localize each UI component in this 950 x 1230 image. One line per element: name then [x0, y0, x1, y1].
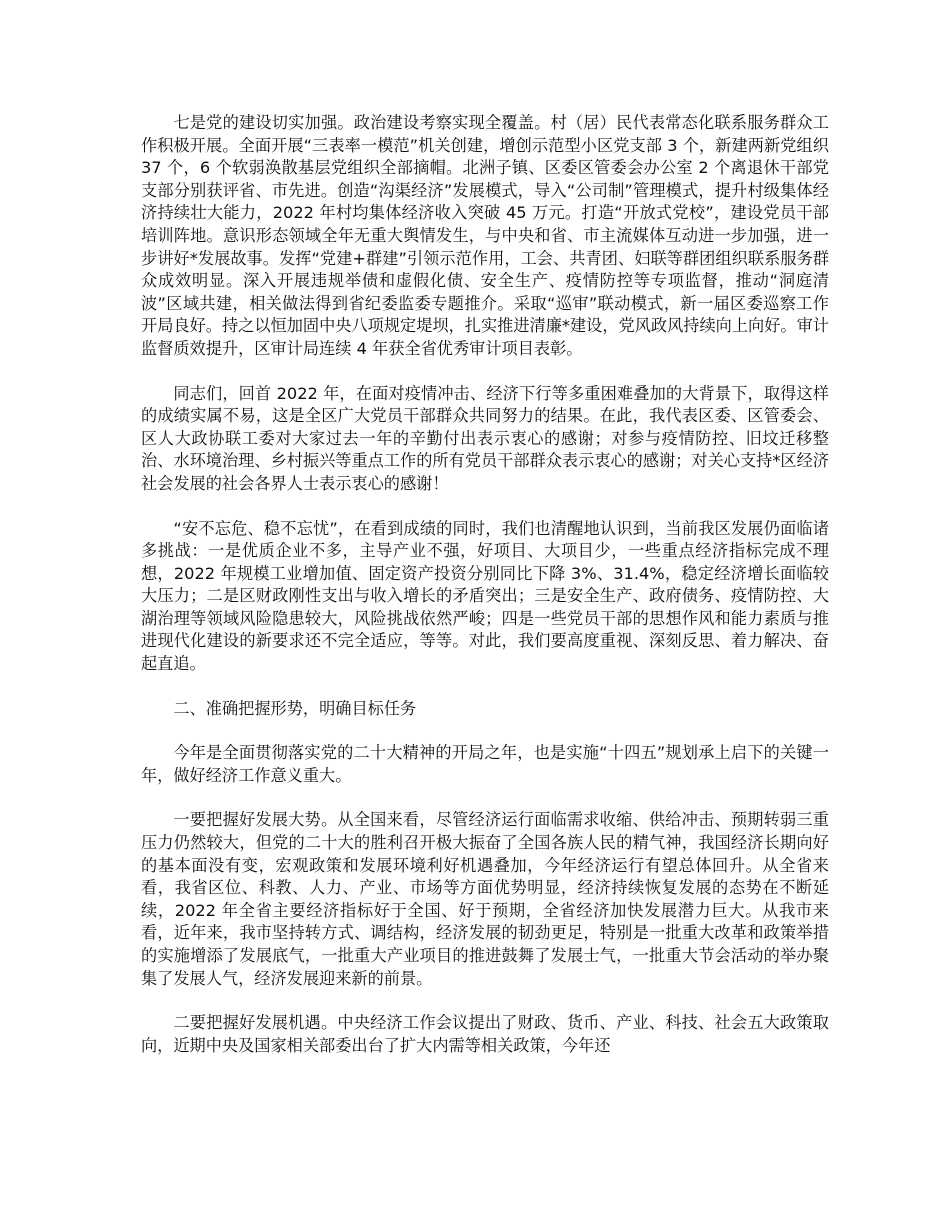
- section-heading: 二、准确把握形势，明确目标任务: [173, 698, 417, 718]
- paragraph-thanks: 同志们，回首 2022 年，在面对疫情冲击、经济下行等多重困难叠加的大背景下，取得这样的成绩实属不易，这是全区广大党员干部群众共同努力的结果。在此，我代表区委、区管委会、区人大政协联工委对大家过去一年的辛勤付出表示衷心的感谢；对参与疫情防控、旧坟迁移整治、水环境治理、乡村振兴等重点工作的所有党员干部群众表示衷心的感谢；对关心支持*区经济社会发展的社会各界人士表示衷心的感谢！: [141, 383, 829, 493]
- paragraph-opportunity: 二要把握好发展机遇。中央经济工作会议提出了财政、货币、产业、科技、社会五大政策取向，近期中央及国家相关部委出台了扩大内需等相关政策，今年还: [141, 1013, 829, 1055]
- paragraph-intro-year: 今年是全面贯彻落实党的二十大精神的开局之年，也是实施“十四五”规划承上启下的关键一年，做好经济工作意义重大。: [141, 743, 829, 785]
- paragraph-trend: 一要把握好发展大势。从全国来看，尽管经济运行面临需求收缩、供给冲击、预期转弱三重压力仍然较大，但党的二十大的胜利召开极大振奋了全国各族人民的精气神，我国经济长期向好的基本面没有变，宏观政策和发展环境利好机遇叠加，今年经济运行有望总体回升。从全省来看，我省区位、科教、人力、产业、市场等方面优势明显，经济持续恢复发展的态势在不断延续，2022 年全省主要经济指标好于全国、好于预期，全省经济加快发展潜力巨大。从我市来看，近年来，我市坚持转方式、调结构，经济发展的韧劲更足，特别是一批重大改革和政策举措的实施增添了发展底气，一批重大产业项目的推进鼓舞了发展士气，一批重大节会活动的举办聚集了发展人气，经济发展迎来新的前景。: [141, 810, 829, 988]
- document-page: [141, 112, 829, 1057]
- paragraph-party-building: 七是党的建设切实加强。政治建设考察实现全覆盖。村（居）民代表常态化联系服务群众工作积极开展。全面开展“三表率一模范”机关创建，增创示范型小区党支部 3 个，新建两新党组织 37 个，6 个软弱涣散基层党组织全部摘帽。北洲子镇、区委区管委会办公室 2 个离退休干部党支部分别获评省、市先进。创造“沟渠经济”发展模式，导入“公司制”管理模式，提升村级集体经济持续壮大能力，2022 年村均集体经济收入突破 45 万元。打造“开放式党校”，建设党员干部培训阵地。意识形态领域全年无重大舆情发生，与中央和省、市主流媒体互动进一步加强，进一步讲好*发展故事。发挥“党建+群建”引领示范作用，工会、共青团、妇联等群团组织联系服务群众成效明显。深入开展违规举债和虚假化债、安全生产、疫情防控等专项监督，推动“洞庭清波”区域共建，相关做法得到省纪委监委专题推介。采取“巡审”联动模式，新一届区委巡察工作开局良好。持之以恒加固中央八项规定堤坝，扎实推进清廉*建设，党风政风持续向上向好。审计监督质效提升，区审计局连续 4 年获全省优秀审计项目表彰。: [141, 113, 829, 358]
- paragraph-challenges: “安不忘危、稳不忘忧”，在看到成绩的同时，我们也清醒地认识到，当前我区发展仍面临诸多挑战：一是优质企业不多，主导产业不强，好项目、大项目少，一些重点经济指标完成不理想，2022 年规模工业增加值、固定资产投资分别同比下降 3%、31.4%，稳定经济增长面临较大压力；二是区财政刚性支出与收入增长的矛盾突出；三是安全生产、政府债务、疫情防控、大湖治理等领域风险隐患较大，风险挑战依然严峻；四是一些党员干部的思想作风和能力素质与推进现代化建设的新要求还不完全适应，等等。对此，我们要高度重视、深刻反思、着力解决、奋起直追。: [141, 518, 829, 674]
